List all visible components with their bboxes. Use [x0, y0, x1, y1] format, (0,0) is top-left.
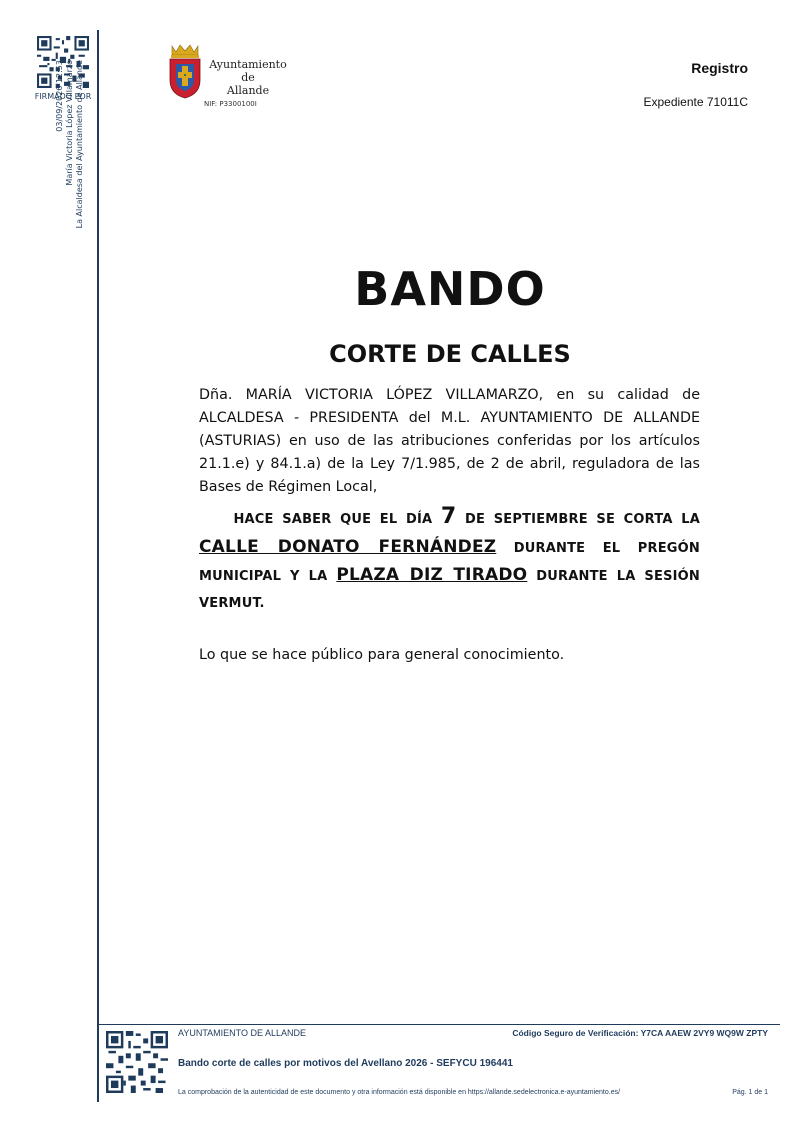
signer-name: María Victoria López Villamarzo [65, 60, 74, 186]
notice-part2: DE SEPTIEMBRE SE CORTA LA [465, 512, 700, 527]
signer-role: La Alcaldesa del Ayuntamiento de Allande [75, 60, 84, 229]
footer-org: AYUNTAMIENTO DE ALLANDE [178, 1028, 307, 1038]
signed-by-label: FIRMADO POR [34, 92, 92, 101]
nif-label: NIF: P3300100I [204, 100, 257, 108]
footer-document-title: Bando corte de calles por motivos del Avellano 2026 - SEFYCU 196441 [178, 1058, 513, 1069]
expediente-label: Expediente 71011C [643, 95, 748, 109]
document-subtitle: CORTE DE CALLES [329, 340, 571, 368]
footer-rule [99, 1024, 780, 1025]
margin-rule [97, 30, 99, 1102]
qr-code-icon [106, 1031, 168, 1093]
verification-code: Código Seguro de Verificación: Y7CA AAEW 2VY9 WQ9W ZPTY [512, 1028, 768, 1038]
coat-of-arms-icon [166, 42, 204, 100]
closing-paragraph: Lo que se hace público para general conocimiento. [199, 647, 565, 663]
signed-at: 03/09/2026 12:53 [55, 60, 64, 132]
notice-day: 7 [440, 504, 457, 529]
notice-part4: DURANTE LA SESIÓN VERMUT. [199, 569, 701, 611]
notice-part1: HACE SABER QUE EL DÍA [233, 512, 433, 527]
street-name-1: CALLE DONATO FERNÁNDEZ [199, 536, 497, 557]
street-name-2: PLAZA DIZ TIRADO [336, 565, 528, 585]
org-name [205, 58, 291, 97]
org-name-line1: Ayuntamiento de [209, 58, 287, 84]
notice-paragraph [199, 504, 700, 617]
intro-paragraph: Dña. MARÍA VICTORIA LÓPEZ VILLAMARZO, en su calidad de ALCALDESA - PRESIDENTA del M.L. AYUNTAMIENTO DE ALLANDE (ASTURIAS) en uso de las atribuciones conferidas por los artículos 21.1.e) y 84.1.a) de la Ley 7/1.985, de 2 de abril, reguladora de las Bases de Régimen Local, [199, 387, 700, 495]
verification-note: La comprobación de la autenticidad de este documento y otra información está disponible en https://allande.sedelectronica.e-ayuntamiento.es/ [178, 1089, 621, 1096]
org-name-line2: Allande [226, 84, 270, 97]
registro-label: Registro [691, 60, 748, 76]
signature-block [55, 60, 95, 300]
notice-part3: DURANTE EL PREGÓN MUNICIPAL Y LA [199, 540, 700, 584]
page-number: Pág. 1 de 1 [732, 1089, 768, 1096]
document-title: BANDO [354, 262, 546, 316]
